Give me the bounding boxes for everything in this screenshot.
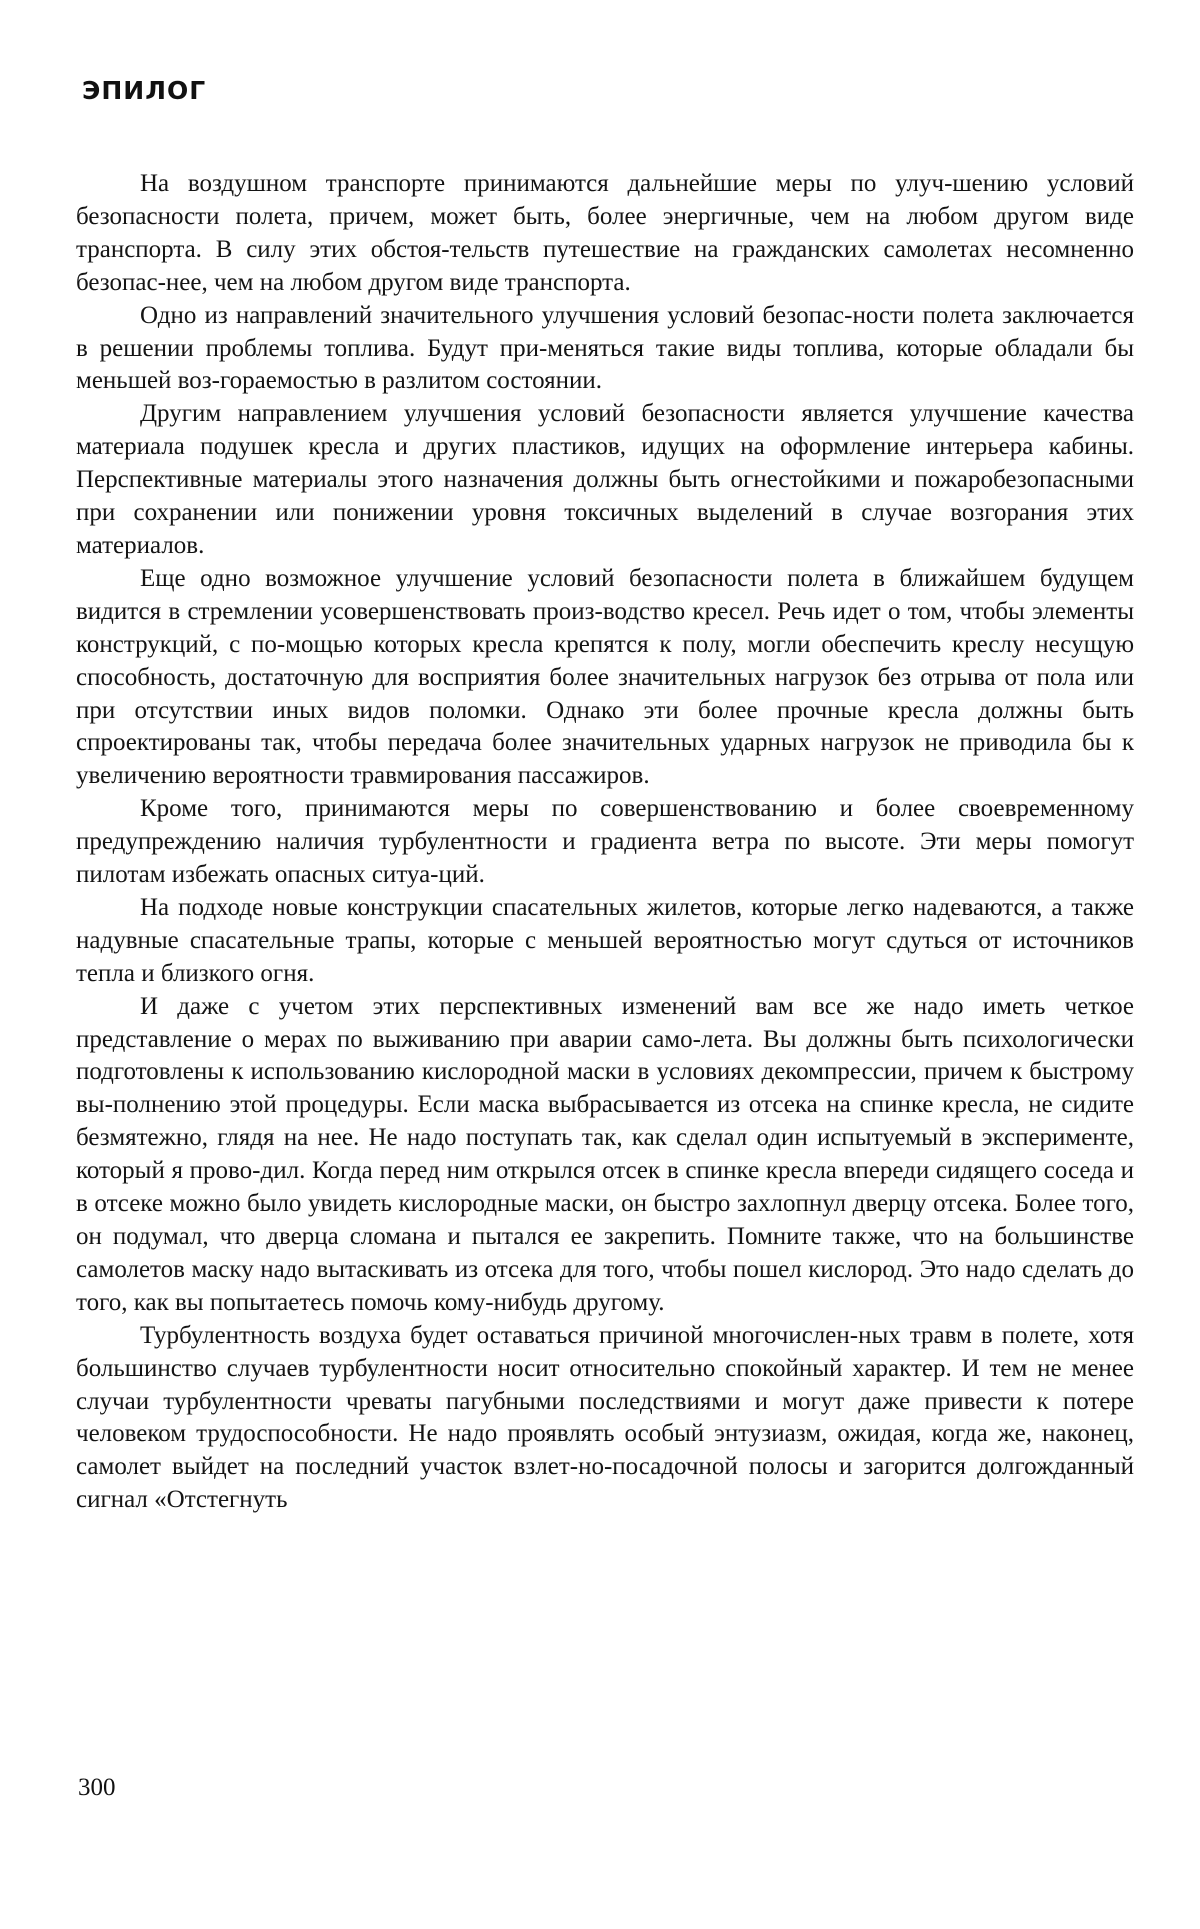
page-number: 300 — [78, 1774, 116, 1801]
paragraph-2: Одно из направлений значительного улучшения условий безопас-ности полета заключается в решении проблемы топлива. Будут при-меняться такие виды топлива, которые обладали бы меньшей воз-гораемостью в разлитом состоянии. — [76, 301, 1134, 395]
paragraph-7: И даже с учетом этих перспективных изменений вам все же надо иметь четкое представление о мерах по выживанию при аварии само-лета. Вы должны быть психологически подготовлены к использованию кислородной маски в условиях декомпрессии, причем к быстрому вы-полнению этой процедуры. Если маска выбрасывается из отсека на спинке кресла, не сидите безмятежно, глядя на нее. Не надо поступать так, как сделал один испытуемый в эксперименте, который я прово-дил. Когда перед ним открылся отсек в спинке кресла впереди сидящего соседа и в отсеке можно было увидеть кислородные маски, он быстро захлопнул дверцу отсека. Более того, он подумал, что дверца сломана и пытался ее закрепить. Помните также, что на большинстве самолетов маску надо вытаскивать из отсека для того, чтобы пошел кислород. Это надо сделать до того, как вы попытаетесь помочь кому-нибудь другому. — [76, 992, 1134, 1316]
paragraph-6: На подходе новые конструкции спасательных жилетов, которые легко надеваются, а также надувные спасательные трапы, которые с меньшей вероятностью могут сдуться от источников тепла и близкого огня. — [76, 893, 1134, 987]
paragraph-8: Турбулентность воздуха будет оставаться причиной многочислен-ных травм в полете, хотя большинство случаев турбулентности носит относительно спокойный характер. И тем не менее случаи турбулентности чреваты пагубными последствиями и могут даже привести к потере человеком трудоспособности. Не надо проявлять особый энтузиазм, ожидая, когда же, наконец, самолет выйдет на последний участок взлет-но-посадочной полосы и загорится долгожданный сигнал «Отстегнуть — [76, 1321, 1134, 1514]
paragraph-5: Кроме того, принимаются меры по совершенствованию и более своевременному предупреждению наличия турбулентности и градиента ветра по высоте. Эти меры помогут пилотам избежать опасных ситуа-ций. — [76, 795, 1134, 889]
section-title: ЭПИЛОГ — [82, 76, 207, 105]
paragraph-4: Еще одно возможное улучшение условий безопасности полета в ближайшем будущем видится в стремлении усовершенствовать произ-водство кресел. Речь идет о том, чтобы элементы конструкций, с по-мощью которых кресла крепятся к полу, могли обеспечить креслу несущую способность, достаточную для восприятия более значительных нагрузок без отрыва от пола или при отсутствии иных видов поломки. Однако эти более прочные кресла должны быть спроектированы так, чтобы передача более значительных ударных нагрузок не приводила бы к увеличению вероятности травмирования пассажиров. — [76, 564, 1134, 790]
body-text — [76, 168, 1134, 1517]
paragraph-1: На воздушном транспорте принимаются дальнейшие меры по улуч-шению условий безопасности полета, причем, может быть, более энергичные, чем на любом другом виде транспорта. В силу этих обстоя-тельств путешествие на гражданских самолетах несомненно безопас-нее, чем на любом другом виде транспорта. — [76, 170, 1134, 296]
paragraph-3: Другим направлением улучшения условий безопасности является улучшение качества материала подушек кресла и других пластиков, идущих на оформление интерьера кабины. Перспективные материалы этого назначения должны быть огнестойкими и пожаробезопасными при сохранении или понижении уровня токсичных выделений в случае возгорания этих материалов. — [76, 400, 1134, 559]
